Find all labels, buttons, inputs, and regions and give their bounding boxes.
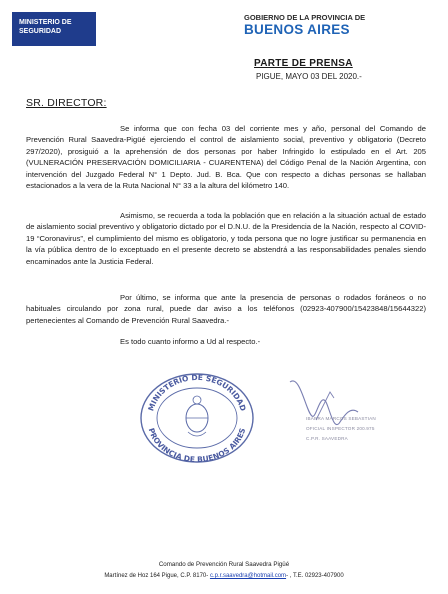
paragraph-2: Asimismo, se recuerda a toda la población que en relación a la situación actual de estado de aislamiento social preventivo y obligatorio dictado por el D.N.U. de la Presidencia de la Nación, respecto al COVID-19 “Coronavirus”, el cumplimiento del mismo es obligatorio, y toda persona que no logre justificar su permanencia en la vía pública dentro de lo exceptuado en el presente decreto se abstendrá a las responsabilidades penales siendo encaminados ante la Justicia Federal. [26, 211, 426, 266]
footer-line1: Comando de Prevención Rural Saavedra Pigüé [158, 561, 290, 568]
stamp-unit: C.P.R. SAAVEDRA [306, 436, 348, 441]
paragraph-1: Se informa que con fecha 03 del corriente mes y año, personal del Comando de Prevención Rural Saavedra-Pigüé ejerciendo el control de aislamiento social, preventivo y obligatorio (Decreto 297/2020), prosiguió a la aprehensión de dos personas por haber Infringido lo estipulado en el Art. 205 (VULNERACIÓN PRESERVACIÓN DOMICILIARIA - CUARENTENA) del Código Penal de la Nación Argentina, con intervención del Juzgado Federal N° 1 Depto. Jud. B. Bca. Que con respecto a dichas personas se hallaban estacionados a la vera de la Ruta Nacional N° 33 a la altura del kilómetro 140. [26, 124, 426, 191]
ministry-badge [12, 12, 96, 46]
seal-top-text: MINISTERIO DE SEGURIDAD [146, 372, 248, 413]
badge-line1: MINISTERIO DE [19, 19, 72, 26]
official-seal [138, 368, 256, 464]
stamp-name: IBARRA MARCOS SEBASTIAN [306, 416, 376, 421]
badge-line2: SEGURIDAD [19, 28, 62, 35]
government-logo [244, 13, 424, 37]
salutation: SR. DIRECTOR: [26, 97, 107, 109]
paragraph-3: Por último, se informa que ante la presencia de personas o rodados foráneos o no habituales circulando por zona rural, puede dar aviso a los teléfonos (02923-407900/15423848/15644322) pertenecientes al Comando de Prevención Rural Saavedra.- [26, 293, 426, 325]
document-title: PARTE DE PRENSA [254, 58, 353, 69]
footer-email-link[interactable]: c.p.r.saavedra@hotmail.com [209, 573, 287, 579]
footer-phone: - , T.E. 02923-407900 [286, 573, 344, 579]
gov-line1: GOBIERNO DE LA PROVINCIA DE [244, 13, 366, 22]
footer-address: Martínez de Hoz 164 Pigue, C.P. 8170- [104, 573, 210, 579]
seal-bottom-text: PROVINCIA DE BUENOS AIRES [146, 427, 248, 464]
stamp-rank: OFICIAL INSPECTOR 200.975 [306, 426, 375, 431]
svg-text:MINISTERIO DE SEGURIDAD [146, 373, 247, 412]
paragraph-4: Es todo cuanto informo a Ud al respecto.- [120, 337, 261, 346]
gov-line2: BUENOS AIRES [244, 22, 350, 37]
document-date: PIGUE, MAYO 03 DEL 2020.- [256, 72, 362, 81]
coat-of-arms-icon [186, 396, 208, 436]
footer-line2 [0, 573, 448, 579]
